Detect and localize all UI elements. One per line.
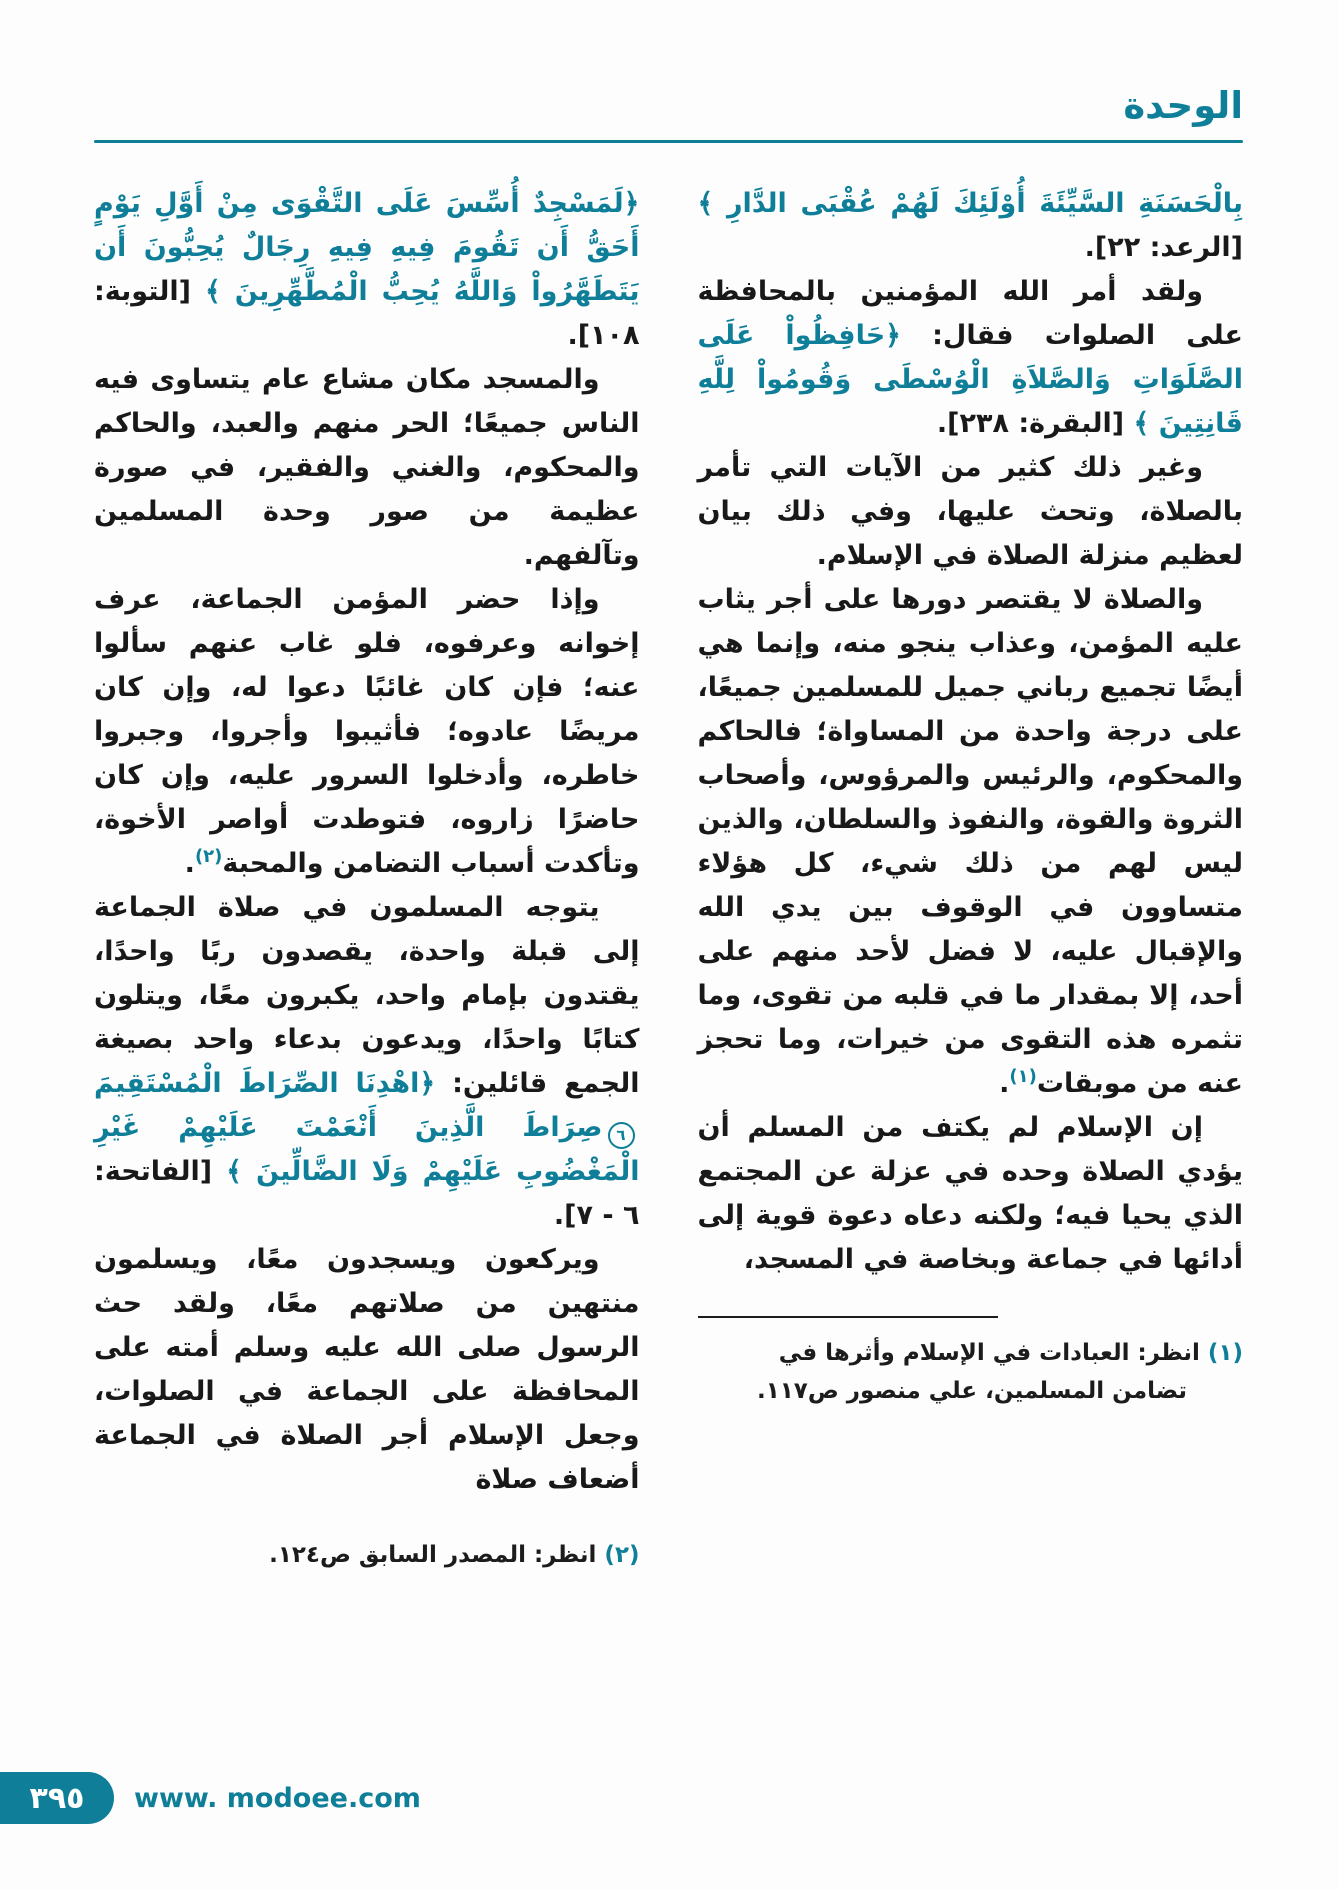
body-text: وإذا حضر المؤمن الجماعة، عرف إخوانه وعرفوه، فلو غاب عنهم سألوا عنه؛ فإن كان غائبًا دعوا له، وإن كان مريضًا عادوه؛ فأثيبوا وأجروا، وجبروا خاطره، وأدخلوا السرور عليه، وإن كان حاضرًا زاروه، فتوطدت أواصر الأخوة، وتأكدت أسباب التضامن والمحبة [94, 584, 640, 879]
text-columns [94, 182, 1243, 1750]
quran-verse: ﴿لَمَسْجِدٌ أُسِّسَ عَلَى التَّقْوَى مِنْ أَوَّلِ يَوْمٍ أَحَقُّ أَن تَقُومَ فِيهِ فِيهِ رِجَالٌ يُحِبُّونَ أَن يَتَطَهَّرُواْ وَاللَّهُ يُحِبُّ الْمُطَّهِّرِينَ ﴾ [94, 188, 640, 307]
paragraph [94, 358, 640, 578]
column-left [94, 182, 640, 1750]
footnote-divider [698, 1316, 998, 1318]
quran-verse: صِرَاطَ الَّذِينَ أَنْعَمْتَ عَلَيْهِمْ غَيْرِ الْمَغْضُوبِ عَلَيْهِمْ وَلَا الضَّالِّينَ ﴾ [94, 1112, 640, 1187]
page-header [94, 84, 1243, 143]
paragraph [698, 578, 1244, 1106]
footnote-marker: (١) [1009, 1066, 1037, 1087]
ayah-number: ٦ [608, 1122, 635, 1149]
column-right [698, 182, 1244, 1750]
paragraph [94, 578, 640, 886]
verse-reference: [التوبة: ١٠٨]. [94, 276, 640, 351]
paragraph [94, 182, 640, 358]
website-url: www. modoee.com [134, 1782, 421, 1814]
body-text: . [999, 1068, 1010, 1099]
body-text: والمسجد مكان مشاع عام يتساوى فيه الناس جميعًا؛ الحر منهم والعبد، والحاكم والمحكوم، والغني والفقير، في صورة عظيمة من صور وحدة المسلمين وتآلفهم. [94, 364, 640, 571]
quran-verse: ﴿حَافِظُواْ عَلَى الصَّلَوَاتِ وَالصَّلاَةِ الْوُسْطَى وَقُومُواْ لِلَّهِ قَانِتِينَ ﴾ [697, 320, 1243, 439]
footnote-number: (٢) [604, 1542, 640, 1568]
footnotes [698, 1316, 1244, 1410]
paragraph [698, 1106, 1244, 1282]
page-number-badge [0, 1772, 114, 1824]
footnote-marker: (٢) [194, 846, 223, 867]
section-title: الوحدة [1123, 84, 1243, 127]
paragraph [698, 270, 1244, 446]
body-text: والصلاة لا يقتصر دورها على أجر يثاب عليه المؤمن، وعذاب ينجو منه، وإنما هي أيضًا تجميع رباني جميل للمسلمين جميعًا، على درجة واحدة من المساواة؛ فالحاكم والمحكوم، والرئيس والمرؤوس، وأصحاب الثروة والقوة، والنفوذ والسلطان، والذين ليس لهم من ذلك شيء، كل هؤلاء متساوون في الوقوف بين يدي الله والإقبال عليه، لا فضل لأحد منهم على أحد، إلا بمقدار ما في قلبه من تقوى، وما تثمره هذه التقوى من خيرات، وما تحجز عنه من موبقات [697, 584, 1243, 1099]
paragraph [94, 1238, 640, 1502]
footnotes [94, 1536, 640, 1574]
quran-verse: ﴿اهْدِنَا الصِّرَاطَ الْمُسْتَقِيمَ [94, 1068, 436, 1099]
header-divider [94, 140, 1243, 143]
verse-reference: [الرعد: ٢٢]. [1084, 232, 1243, 263]
quran-verse: بِالْحَسَنَةِ السَّيِّئَةَ أُوْلَئِكَ لَهُمْ عُقْبَى الدَّارِ ﴾ [697, 188, 1243, 219]
verse-reference: [البقرة: ٢٣٨]. [936, 408, 1134, 439]
body-text: إن الإسلام لم يكتف من المسلم أن يؤدي الصلاة وحده في عزلة عن المجتمع الذي يحيا فيه؛ ولكنه دعاه دعوة قوية إلى أدائها في جماعة وبخاصة في المسجد، [697, 1112, 1243, 1275]
paragraph [698, 182, 1244, 270]
footnote: (١) انظر: العبادات في الإسلام وأثرها في تضامن المسلمين، علي منصور ص١١٧. [756, 1340, 1243, 1404]
body-text: يتوجه المسلمون في صلاة الجماعة إلى قبلة واحدة، يقصدون ربًا واحدًا، يقتدون بإمام واحد، يكبرون معًا، ويتلون كتابًا واحدًا، ويدعون بدعاء واحد بصيغة الجمع قائلين: [94, 892, 640, 1099]
verse-reference: [الفاتحة: ٦ - ٧]. [94, 1156, 640, 1231]
footnote-number: (١) [1207, 1340, 1243, 1366]
page-footer [0, 1772, 1339, 1824]
body-text: وغير ذلك كثير من الآيات التي تأمر بالصلاة، وتحث عليها، وفي ذلك بيان لعظيم منزلة الصلاة في الإسلام. [697, 452, 1243, 571]
page-number: ٣٩٥ [29, 1780, 85, 1816]
footnote: (٢) انظر: المصدر السابق ص١٢٤. [269, 1542, 640, 1568]
body-text: ويركعون ويسجدون معًا، ويسلمون منتهين من صلاتهم معًا، ولقد حث الرسول صلى الله عليه وسلم أمته على المحافظة على الجماعة في الصلوات، وجعل الإسلام أجر الصلاة في الجماعة أضعاف صلاة [94, 1244, 640, 1495]
paragraph [94, 886, 640, 1238]
body-text: . [184, 848, 195, 879]
paragraph [698, 446, 1244, 578]
body-text: ولقد أمر الله المؤمنين بالمحافظة على الصلوات فقال: [697, 276, 1243, 351]
